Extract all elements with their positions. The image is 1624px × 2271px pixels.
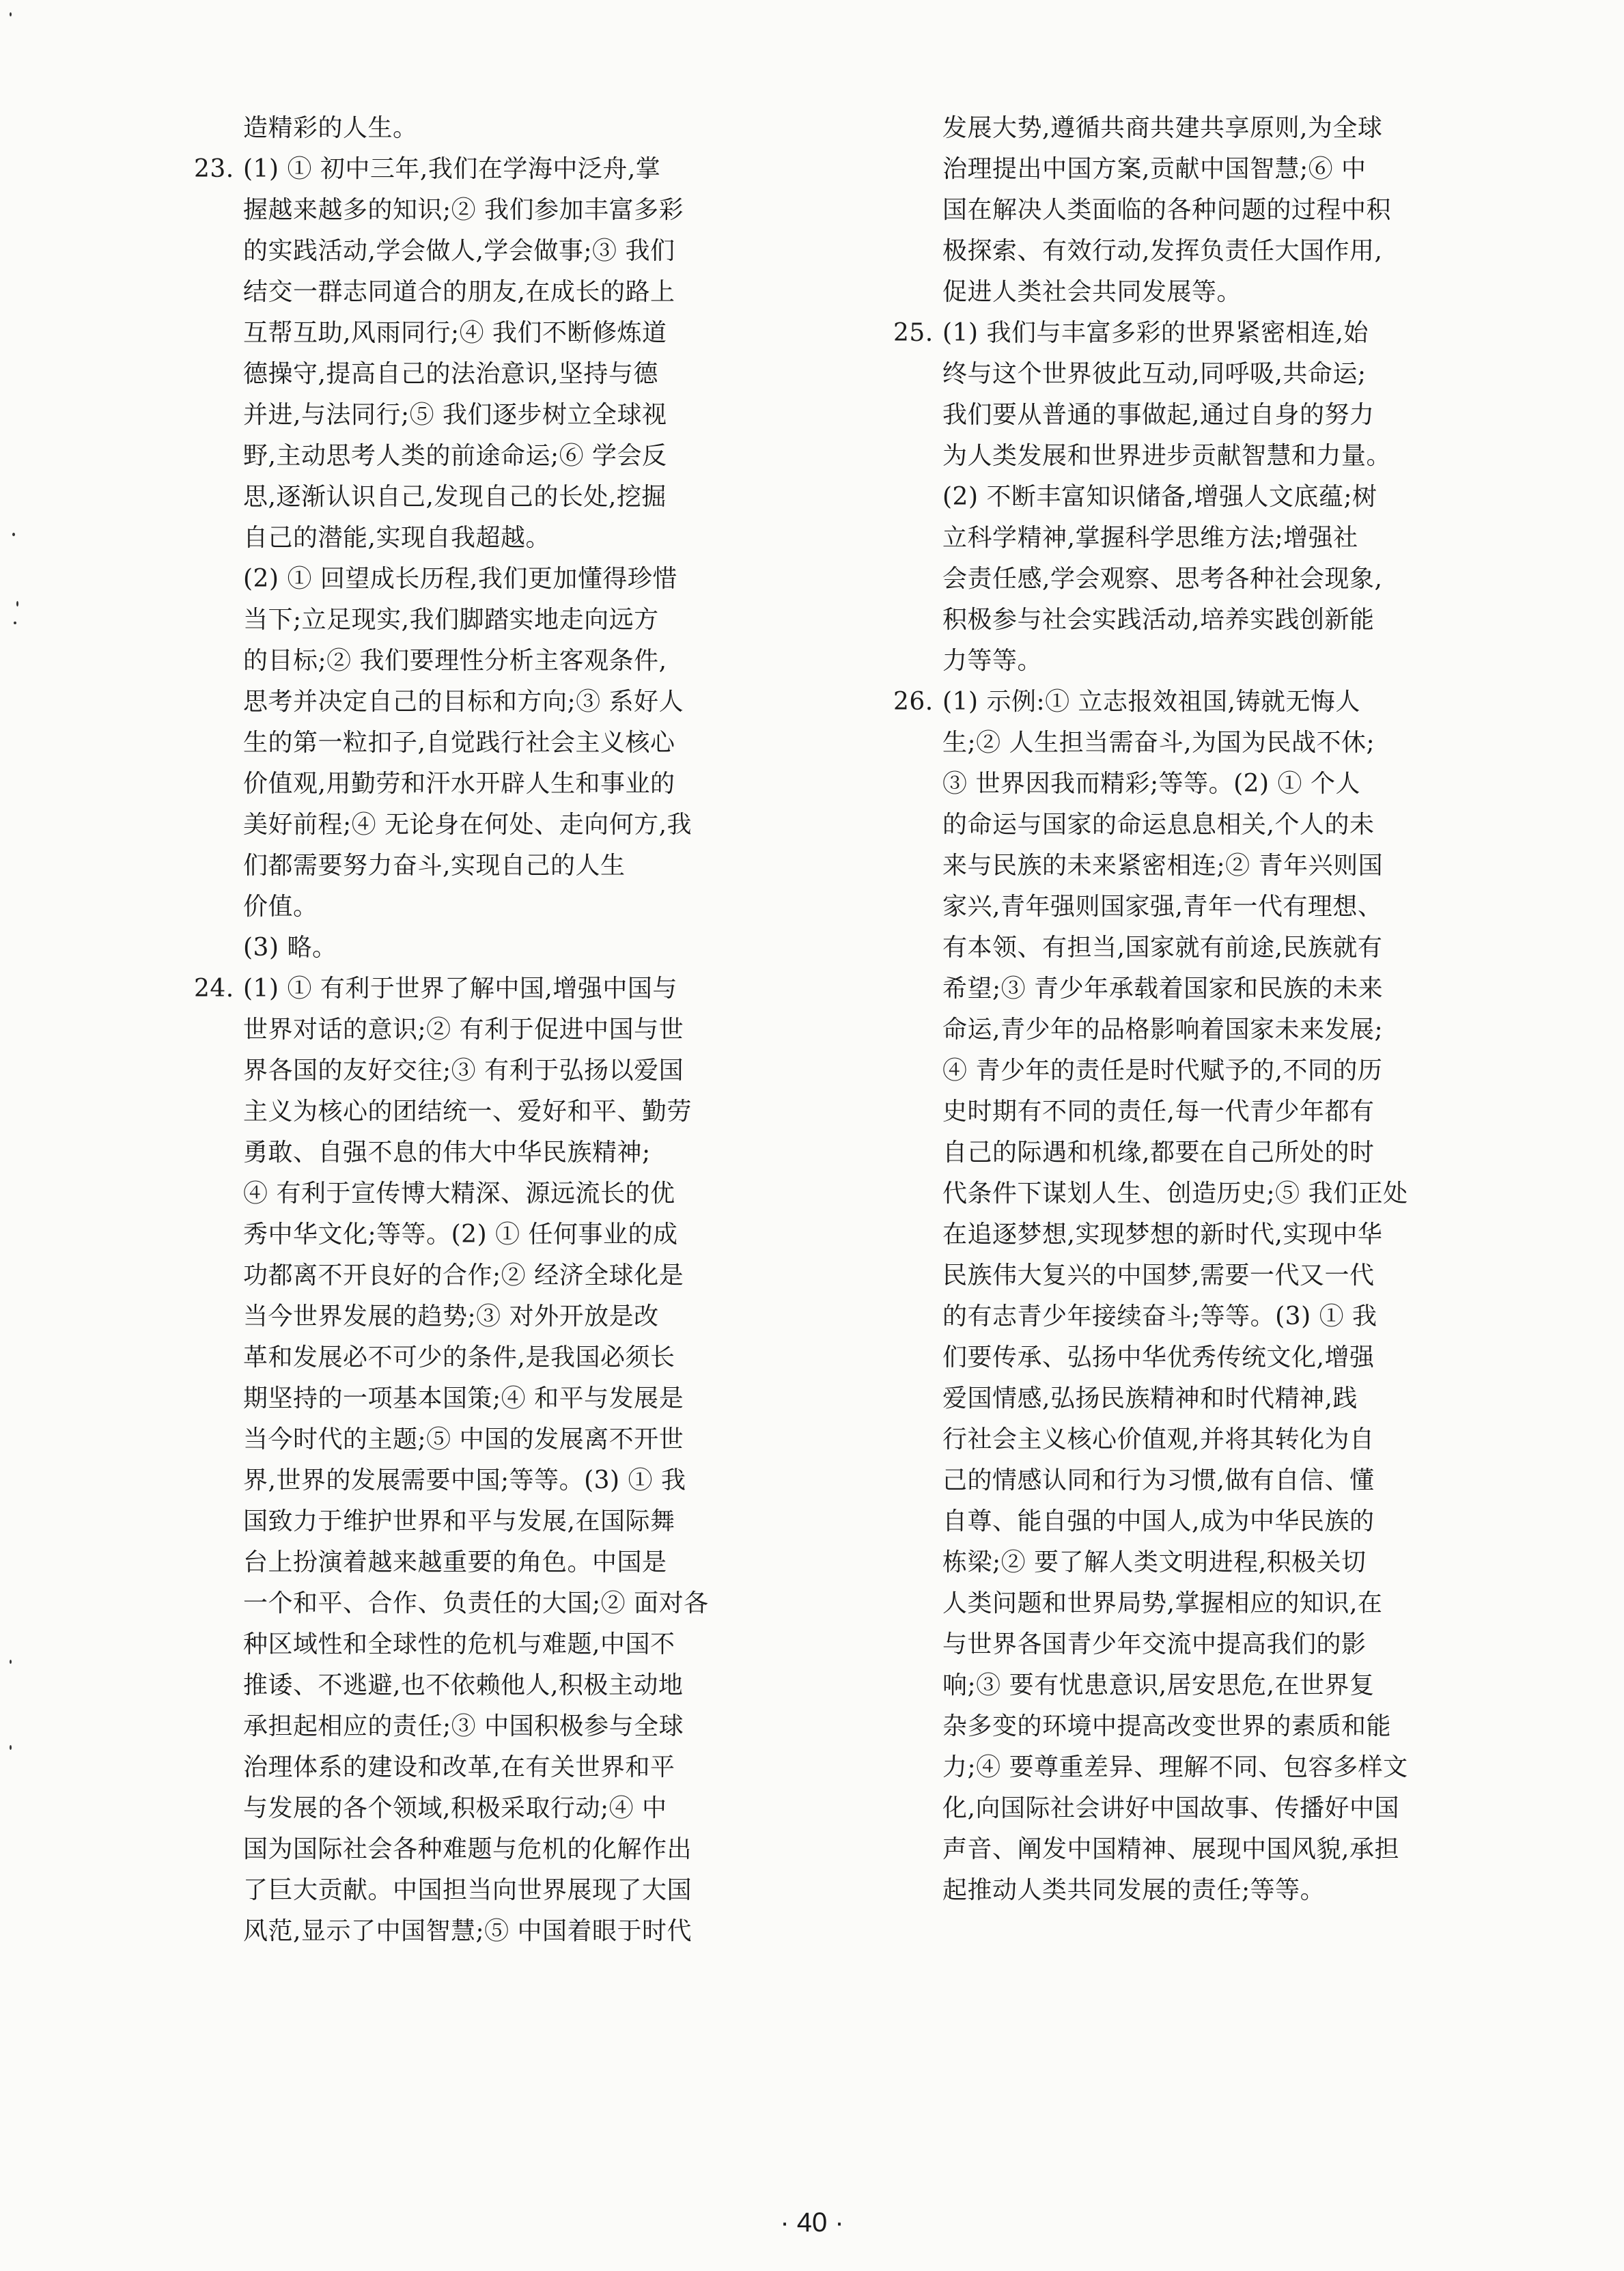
left-text-line xyxy=(194,108,713,149)
scan-speck xyxy=(10,1745,12,1750)
line-text: 的实践活动,学会做人,学会做事;③ 我们 xyxy=(243,237,675,265)
line-text: 当下;立足现实,我们脚踏实地走向远方 xyxy=(243,606,659,634)
line-text: 德操守,提高自己的法治意识,坚持与德 xyxy=(243,360,658,388)
right-column xyxy=(893,108,1412,1911)
line-text: (1) ① 初中三年,我们在学海中泛舟,掌 xyxy=(243,155,661,183)
line-text: 价值。 xyxy=(243,893,318,921)
right-text-line xyxy=(893,1296,1412,1337)
line-text: 当今时代的主题;⑤ 中国的发展离不开世 xyxy=(243,1425,684,1453)
line-text: 野,主动思考人类的前途命运;⑥ 学会反 xyxy=(243,442,667,470)
line-text: 民族伟大复兴的中国梦,需要一代又一代 xyxy=(942,1262,1375,1290)
left-text-line xyxy=(194,1296,713,1337)
right-text-line xyxy=(893,846,1412,887)
line-text: 美好前程;④ 无论身在何处、走向何方,我 xyxy=(243,811,692,839)
left-text-line xyxy=(194,1378,713,1419)
left-text-line xyxy=(194,1419,713,1460)
left-text-line xyxy=(194,641,713,682)
line-text: ④ 有利于宣传博大精深、源远流长的优 xyxy=(243,1180,675,1208)
line-text: 国在解决人类面临的各种问题的过程中积 xyxy=(942,196,1392,224)
line-text: 己的情感认同和行为习惯,做有自信、懂 xyxy=(942,1466,1375,1494)
left-text-line xyxy=(194,928,713,969)
question-number: 24. xyxy=(194,975,234,1003)
left-text-line xyxy=(194,477,713,518)
line-text: 我们要从普通的事做起,通过自身的努力 xyxy=(942,401,1375,429)
right-text-line xyxy=(893,1419,1412,1460)
right-text-line xyxy=(893,354,1412,395)
line-text: 化,向国际社会讲好中国故事、传播好中国 xyxy=(942,1794,1399,1822)
line-text: 命运,青少年的品格影响着国家未来发展; xyxy=(942,1016,1384,1044)
line-text: 治理体系的建设和改革,在有关世界和平 xyxy=(243,1753,675,1781)
right-text-line xyxy=(893,272,1412,313)
left-text-line xyxy=(194,190,713,231)
right-text-line xyxy=(893,1747,1412,1788)
line-text: 并进,与法同行;⑤ 我们逐步树立全球视 xyxy=(243,401,667,429)
line-text: 一个和平、合作、负责任的大国;② 面对各 xyxy=(243,1589,709,1617)
scan-speck xyxy=(10,12,12,16)
left-text-line xyxy=(194,1009,713,1050)
right-text-line xyxy=(893,1214,1412,1255)
line-text: 台上扮演着越来越重要的角色。中国是 xyxy=(243,1548,667,1576)
line-text: 主义为核心的团结统一、爱好和平、勤劳 xyxy=(243,1098,692,1126)
right-text-line xyxy=(893,1706,1412,1747)
right-text-line xyxy=(893,436,1412,477)
line-text: 响;③ 要有忧患意识,居安思危,在世界复 xyxy=(942,1671,1375,1699)
left-text-line xyxy=(194,1501,713,1542)
line-text: (1) ① 有利于世界了解中国,增强中国与 xyxy=(243,975,677,1003)
line-text: 的目标;② 我们要理性分析主客观条件, xyxy=(243,647,667,675)
line-text: (1) 示例:① 立志报效祖国,铸就无悔人 xyxy=(942,688,1360,716)
right-text-line xyxy=(893,477,1412,518)
right-text-line xyxy=(893,682,1412,723)
scan-speck xyxy=(16,601,18,607)
line-text: 秀中华文化;等等。(2) ① 任何事业的成 xyxy=(243,1221,678,1249)
line-text: 革和发展必不可少的条件,是我国必须长 xyxy=(243,1343,675,1371)
line-text: 栋梁;② 要了解人类文明进程,积极关切 xyxy=(942,1548,1367,1576)
line-text: 造精彩的人生。 xyxy=(243,114,418,142)
left-text-line xyxy=(194,723,713,764)
right-text-line xyxy=(893,600,1412,641)
right-text-line xyxy=(893,108,1412,149)
right-text-line xyxy=(893,190,1412,231)
left-text-line xyxy=(194,518,713,559)
scan-speck xyxy=(10,1660,12,1664)
line-text: 家兴,青年强则国家强,青年一代有理想、 xyxy=(942,893,1383,921)
left-text-line xyxy=(194,1788,713,1829)
left-text-line xyxy=(194,354,713,395)
line-text: 极探索、有效行动,发挥负责任大国作用, xyxy=(942,237,1383,265)
line-text: 风范,显示了中国智慧;⑤ 中国着眼于时代 xyxy=(243,1917,692,1945)
line-text: 种区域性和全球性的危机与难题,中国不 xyxy=(243,1630,675,1658)
line-text: 杂多变的环境中提高改变世界的素质和能 xyxy=(942,1712,1392,1740)
line-text: 国为国际社会各种难题与危机的化解作出 xyxy=(243,1835,692,1863)
right-text-line xyxy=(893,1542,1412,1583)
left-text-line xyxy=(194,764,713,805)
left-text-line xyxy=(194,1706,713,1747)
line-text: 握越来越多的知识;② 我们参加丰富多彩 xyxy=(243,196,684,224)
left-text-line xyxy=(194,395,713,436)
right-text-line xyxy=(893,1665,1412,1706)
left-text-line xyxy=(194,1583,713,1624)
right-text-line xyxy=(893,559,1412,600)
line-text: 立科学精神,掌握科学思维方法;增强社 xyxy=(942,524,1358,552)
right-text-line xyxy=(893,231,1412,272)
line-text: 思,逐渐认识自己,发现自己的长处,挖掘 xyxy=(243,483,667,511)
left-text-line xyxy=(194,805,713,846)
left-text-line xyxy=(194,600,713,641)
right-text-line xyxy=(893,969,1412,1009)
right-text-line xyxy=(893,887,1412,928)
right-text-line xyxy=(893,1870,1412,1911)
left-text-line xyxy=(194,969,713,1009)
line-text: 互帮互助,风雨同行;④ 我们不断修炼道 xyxy=(243,319,667,347)
line-text: 发展大势,遵循共商共建共享原则,为全球 xyxy=(942,114,1383,142)
line-text: 促进人类社会共同发展等。 xyxy=(942,278,1242,306)
line-text: 来与民族的未来紧密相连;② 青年兴则国 xyxy=(942,852,1384,880)
page-number: · 40 · xyxy=(780,2207,844,2238)
right-text-line xyxy=(893,313,1412,354)
line-text: 推诿、不逃避,也不依赖他人,积极主动地 xyxy=(243,1671,684,1699)
line-text: 声音、阐发中国精神、展现中国风貌,承担 xyxy=(942,1835,1399,1863)
question-number: 26. xyxy=(893,688,934,716)
left-text-line xyxy=(194,313,713,354)
right-text-line xyxy=(893,1378,1412,1419)
line-text: 会责任感,学会观察、思考各种社会现象, xyxy=(942,565,1383,593)
right-text-line xyxy=(893,764,1412,805)
line-text: 当今世界发展的趋势;③ 对外开放是改 xyxy=(243,1302,659,1330)
right-text-line xyxy=(893,1788,1412,1829)
line-text: 起推动人类共同发展的责任;等等。 xyxy=(942,1876,1326,1904)
right-text-line xyxy=(893,1132,1412,1173)
left-text-line xyxy=(194,272,713,313)
line-text: 了巨大贡献。中国担当向世界展现了大国 xyxy=(243,1876,692,1904)
line-text: 生;② 人生担当需奋斗,为国为民战不休; xyxy=(942,729,1375,757)
right-text-line xyxy=(893,1255,1412,1296)
right-text-line xyxy=(893,395,1412,436)
left-text-line xyxy=(194,1255,713,1296)
line-text: ③ 世界因我而精彩;等等。(2) ① 个人 xyxy=(942,770,1360,798)
left-text-line xyxy=(194,1337,713,1378)
line-text: 界,世界的发展需要中国;等等。(3) ① 我 xyxy=(243,1466,686,1494)
line-text: 们要传承、弘扬中华优秀传统文化,增强 xyxy=(942,1343,1375,1371)
left-text-line xyxy=(194,846,713,887)
line-text: 思考并决定自己的目标和方向;③ 系好人 xyxy=(243,688,684,716)
left-text-line xyxy=(194,149,713,190)
left-text-line xyxy=(194,559,713,600)
right-text-line xyxy=(893,723,1412,764)
left-text-line xyxy=(194,1829,713,1870)
line-text: 有本领、有担当,国家就有前途,民族就有 xyxy=(942,934,1383,962)
right-text-line xyxy=(893,1009,1412,1050)
line-text: (2) 不断丰富知识储备,增强人文底蕴;树 xyxy=(942,483,1377,511)
right-text-line xyxy=(893,1501,1412,1542)
left-text-line xyxy=(194,887,713,928)
line-text: 行社会主义核心价值观,并将其转化为自 xyxy=(942,1425,1375,1453)
left-text-line xyxy=(194,1870,713,1911)
line-text: 人类问题和世界局势,掌握相应的知识,在 xyxy=(942,1589,1383,1617)
line-text: 期坚持的一项基本国策;④ 和平与发展是 xyxy=(243,1384,684,1412)
line-text: 国致力于维护世界和平与发展,在国际舞 xyxy=(243,1507,675,1535)
question-number: 23. xyxy=(194,155,234,183)
line-text: 生的第一粒扣子,自觉践行社会主义核心 xyxy=(243,729,675,757)
line-text: 爱国情感,弘扬民族精神和时代精神,践 xyxy=(942,1384,1358,1412)
line-text: 与发展的各个领域,积极采取行动;④ 中 xyxy=(243,1794,667,1822)
right-text-line xyxy=(893,518,1412,559)
left-text-line xyxy=(194,1091,713,1132)
left-text-line xyxy=(194,1542,713,1583)
right-text-line xyxy=(893,1091,1412,1132)
left-text-line xyxy=(194,231,713,272)
line-text: 自己的潜能,实现自我超越。 xyxy=(243,524,550,552)
line-text: 的有志青少年接续奋斗;等等。(3) ① 我 xyxy=(942,1302,1377,1330)
line-text: 界各国的友好交往;③ 有利于弘扬以爱国 xyxy=(243,1057,684,1085)
left-text-line xyxy=(194,682,713,723)
line-text: 为人类发展和世界进步贡献智慧和力量。 xyxy=(942,442,1392,470)
line-text: (2) ① 回望成长历程,我们更加懂得珍惜 xyxy=(243,565,677,593)
left-text-line xyxy=(194,1460,713,1501)
left-text-line xyxy=(194,1214,713,1255)
line-text: 自尊、能自强的中国人,成为中华民族的 xyxy=(942,1507,1375,1535)
right-text-line xyxy=(893,805,1412,846)
line-text: (3) 略。 xyxy=(243,934,337,962)
right-text-line xyxy=(893,1583,1412,1624)
right-text-line xyxy=(893,1624,1412,1665)
left-text-line xyxy=(194,1747,713,1788)
line-text: 力等等。 xyxy=(942,647,1043,675)
question-number: 25. xyxy=(893,319,934,347)
line-text: 功都离不开良好的合作;② 经济全球化是 xyxy=(243,1262,684,1290)
scan-speck xyxy=(12,533,15,536)
left-text-line xyxy=(194,1173,713,1214)
line-text: ④ 青少年的责任是时代赋予的,不同的历 xyxy=(942,1057,1383,1085)
line-text: 们都需要努力奋斗,实现自己的人生 xyxy=(243,852,626,880)
line-text: 与世界各国青少年交流中提高我们的影 xyxy=(942,1630,1367,1658)
left-text-line xyxy=(194,1665,713,1706)
line-text: 史时期有不同的责任,每一代青少年都有 xyxy=(942,1098,1375,1126)
line-text: 的命运与国家的命运息息相关,个人的未 xyxy=(942,811,1375,839)
right-text-line xyxy=(893,1050,1412,1091)
left-text-line xyxy=(194,436,713,477)
line-text: 世界对话的意识;② 有利于促进中国与世 xyxy=(243,1016,684,1044)
line-text: 勇敢、自强不息的伟大中华民族精神; xyxy=(243,1139,651,1167)
right-text-line xyxy=(893,1460,1412,1501)
line-text: 结交一群志同道合的朋友,在成长的路上 xyxy=(243,278,675,306)
right-text-line xyxy=(893,928,1412,969)
line-text: 代条件下谋划人生、创造历史;⑤ 我们正处 xyxy=(942,1180,1408,1208)
line-text: 治理提出中国方案,贡献中国智慧;⑥ 中 xyxy=(942,155,1367,183)
scan-speck xyxy=(14,622,16,624)
line-text: 希望;③ 青少年承载着国家和民族的未来 xyxy=(942,975,1384,1003)
right-text-line xyxy=(893,641,1412,682)
line-text: (1) 我们与丰富多彩的世界紧密相连,始 xyxy=(942,319,1369,347)
line-text: 自己的际遇和机缘,都要在自己所处的时 xyxy=(942,1139,1375,1167)
line-text: 积极参与社会实践活动,培养实践创新能 xyxy=(942,606,1375,634)
right-text-line xyxy=(893,1173,1412,1214)
left-text-line xyxy=(194,1132,713,1173)
line-text: 价值观,用勤劳和汗水开辟人生和事业的 xyxy=(243,770,675,798)
line-text: 终与这个世界彼此互动,同呼吸,共命运; xyxy=(942,360,1367,388)
right-text-line xyxy=(893,149,1412,190)
line-text: 在追逐梦想,实现梦想的新时代,实现中华 xyxy=(942,1221,1383,1249)
left-column xyxy=(194,108,713,1952)
right-text-line xyxy=(893,1337,1412,1378)
left-text-line xyxy=(194,1050,713,1091)
right-text-line xyxy=(893,1829,1412,1870)
left-text-line xyxy=(194,1624,713,1665)
line-text: 承担起相应的责任;③ 中国积极参与全球 xyxy=(243,1712,684,1740)
line-text: 力;④ 要尊重差异、理解不同、包容多样文 xyxy=(942,1753,1408,1781)
left-text-line xyxy=(194,1911,713,1952)
